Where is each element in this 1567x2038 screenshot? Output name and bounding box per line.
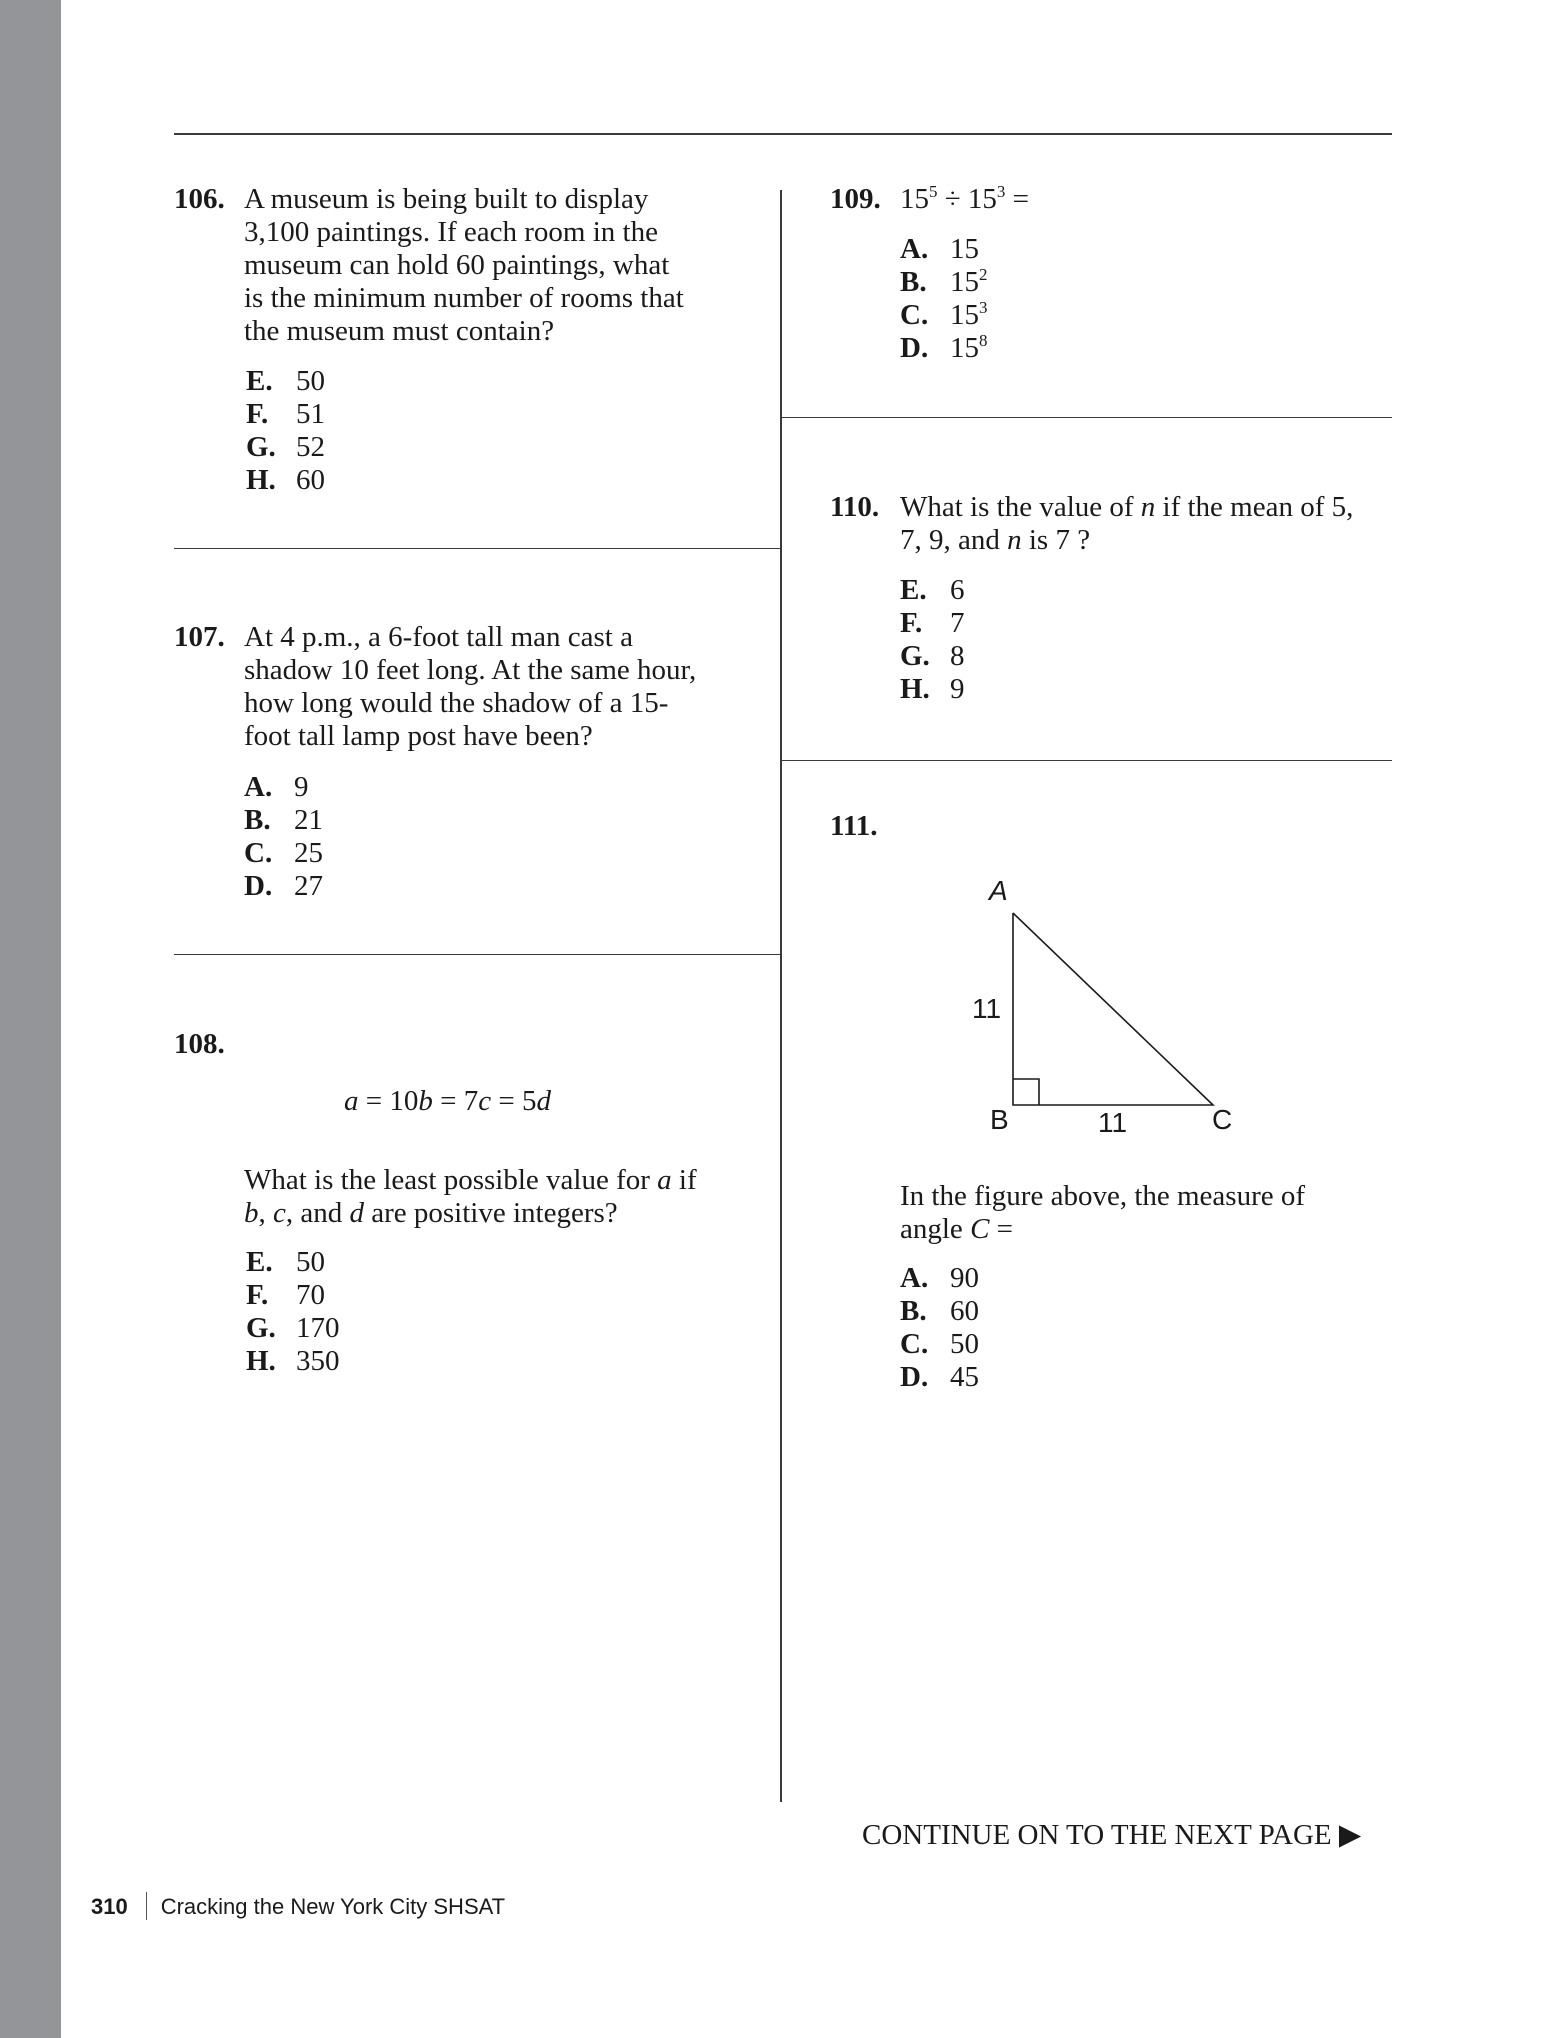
answer-choice-d[interactable] — [244, 870, 323, 903]
choice-letter: H. — [246, 1345, 276, 1377]
answer-choices — [244, 771, 323, 903]
question-106 — [174, 183, 774, 503]
question-number: 107. — [174, 621, 225, 653]
triangle-figure-labels — [950, 1100, 1270, 1150]
answer-choice-f[interactable] — [900, 607, 965, 640]
stem-text: 7, 9, and — [900, 524, 1008, 556]
separator-106-107 — [174, 548, 781, 549]
answer-choice-a[interactable] — [900, 233, 988, 266]
answer-choice-b[interactable] — [244, 804, 323, 837]
answer-choice-h[interactable] — [246, 1345, 340, 1378]
stem-line: shadow 10 feet long. At the same hour, — [244, 654, 697, 686]
answer-choice-e[interactable] — [246, 365, 325, 398]
variable-b: b — [418, 1085, 433, 1117]
stem-text: What is the least possible value for — [244, 1164, 658, 1196]
choice-letter: E. — [246, 365, 273, 397]
question-stem — [244, 183, 684, 348]
variable-d: d — [349, 1197, 364, 1229]
page-side-bar — [0, 0, 61, 2038]
answer-choice-e[interactable] — [246, 1246, 340, 1279]
expr-exponent: 3 — [996, 182, 1006, 201]
answer-choices — [900, 574, 965, 706]
equation — [344, 1085, 551, 1118]
stem-text: angle — [900, 1213, 971, 1245]
choice-letter: F. — [900, 607, 923, 639]
stem-line: the museum must contain? — [244, 315, 555, 347]
question-111 — [830, 810, 1390, 1410]
choice-exponent: 2 — [979, 265, 988, 284]
stem-text: What is the value of — [900, 491, 1141, 523]
choice-text: 9 — [294, 771, 309, 803]
stem-line: 3,100 paintings. If each room in the — [244, 216, 658, 248]
column-divider — [780, 190, 782, 1802]
page-number: 310 — [91, 1894, 128, 1919]
choice-letter: B. — [244, 804, 271, 836]
answer-choices — [900, 233, 988, 365]
answer-choice-f[interactable] — [246, 1279, 340, 1312]
stem-line: In the figure above, the measure of — [900, 1180, 1306, 1212]
choice-letter: C. — [244, 837, 273, 869]
choice-letter: H. — [246, 464, 276, 496]
question-stem — [244, 621, 696, 753]
question-110 — [830, 491, 1390, 721]
choice-letter: E. — [246, 1246, 273, 1278]
choice-letter: C. — [900, 1328, 929, 1360]
stem-line: At 4 p.m., a 6-foot tall man cast a — [244, 621, 633, 653]
stem-text: , and — [285, 1197, 350, 1229]
choice-letter: F. — [246, 1279, 269, 1311]
question-number: 111. — [830, 810, 878, 842]
vertex-label-b-text: B — [990, 1104, 1009, 1135]
triangle-figure — [950, 870, 1270, 1110]
answer-choice-d[interactable] — [900, 332, 988, 365]
variable-n: n — [1140, 491, 1156, 523]
choice-base: 15 — [950, 233, 979, 265]
question-stem — [900, 183, 1029, 216]
separator-110-111 — [782, 760, 1392, 761]
answer-choice-g[interactable] — [246, 1312, 340, 1345]
question-108 — [174, 1028, 774, 1388]
choice-base: 15 — [950, 299, 979, 331]
answer-choice-g[interactable] — [900, 640, 965, 673]
question-stem — [244, 1164, 697, 1230]
equation-part: = 7 — [432, 1085, 479, 1117]
stem-line — [900, 524, 1353, 557]
page-footer — [91, 1892, 505, 1920]
triangle-outline — [1013, 913, 1213, 1105]
answer-choice-f[interactable] — [246, 398, 325, 431]
variable-n: n — [1007, 524, 1022, 556]
side-label-ab: 11 — [972, 993, 1002, 1024]
answer-choices — [246, 1246, 340, 1378]
choice-text: 7 — [950, 607, 965, 639]
question-109 — [830, 183, 1390, 373]
choice-letter: H. — [900, 673, 930, 705]
question-stem — [900, 1180, 1305, 1246]
choice-text: 21 — [294, 804, 323, 836]
choice-text: 6 — [950, 574, 965, 606]
choice-letter: G. — [900, 640, 930, 672]
stem-line: museum can hold 60 paintings, what — [244, 249, 670, 281]
choice-exponent: 8 — [979, 331, 988, 350]
choice-text: 350 — [296, 1345, 340, 1377]
book-title: Cracking the New York City SHSAT — [160, 1894, 506, 1919]
choice-letter: E. — [900, 574, 927, 606]
stem-line — [900, 1213, 1305, 1246]
question-stem — [900, 491, 1353, 557]
variable-c: c — [273, 1197, 286, 1229]
continue-notice: CONTINUE ON TO THE NEXT PAGE ▶ — [862, 1819, 1362, 1851]
choice-text: 9 — [950, 673, 965, 705]
choice-text: 27 — [294, 870, 323, 902]
stem-text: , — [258, 1197, 273, 1229]
choice-text: 50 — [296, 365, 325, 397]
choice-text: 70 — [296, 1279, 325, 1311]
choice-letter: A. — [900, 1262, 929, 1294]
choice-text: 90 — [950, 1262, 979, 1294]
answer-choice-b[interactable] — [900, 1295, 979, 1328]
choice-letter: F. — [246, 398, 269, 430]
answer-choice-h[interactable] — [246, 464, 325, 497]
choice-letter: A. — [900, 233, 929, 265]
stem-text: are positive integers? — [364, 1197, 618, 1229]
choice-letter: G. — [246, 431, 276, 463]
stem-text: = — [989, 1213, 1014, 1245]
choice-letter: B. — [900, 266, 927, 298]
choice-text: 60 — [296, 464, 325, 496]
expr-base: 15 — [967, 183, 997, 215]
answer-choices — [246, 365, 325, 497]
choice-letter: D. — [900, 332, 929, 364]
vertex-label-a: A — [989, 875, 1008, 906]
expr-operator: ÷ — [937, 183, 968, 215]
choice-base: 15 — [950, 266, 979, 298]
choice-letter: A. — [244, 771, 273, 803]
variable-d: d — [536, 1085, 551, 1117]
choice-letter: D. — [244, 870, 273, 902]
separator-107-108 — [174, 954, 781, 955]
choice-text: 170 — [296, 1312, 340, 1344]
stem-line: how long would the shadow of a 15- — [244, 687, 669, 719]
equation-part: = 5 — [491, 1085, 537, 1117]
separator-109-110 — [782, 417, 1392, 418]
variable-a: a — [657, 1164, 672, 1196]
stem-line — [244, 1197, 697, 1230]
choice-letter: B. — [900, 1295, 927, 1327]
stem-line: is the minimum number of rooms that — [244, 282, 684, 314]
expr-base: 15 — [900, 183, 929, 215]
question-number: 110. — [830, 491, 880, 523]
stem-text: is 7 ? — [1021, 524, 1091, 556]
choice-letter: C. — [900, 299, 929, 331]
stem-text: if — [671, 1164, 697, 1196]
stem-line — [900, 491, 1353, 524]
stem-text: if the mean of 5, — [1155, 491, 1354, 523]
footer-separator — [146, 1892, 147, 1920]
answer-choices — [900, 1262, 979, 1394]
variable-c: c — [478, 1085, 492, 1117]
choice-exponent: 3 — [979, 298, 988, 317]
expr-equals: = — [1005, 183, 1030, 215]
variable-c: C — [970, 1213, 990, 1245]
answer-choice-a[interactable] — [900, 1262, 979, 1295]
answer-choice-g[interactable] — [246, 431, 325, 464]
answer-choice-a[interactable] — [244, 771, 323, 804]
vertex-label-c: C — [1212, 1104, 1233, 1135]
answer-choice-c[interactable] — [900, 1328, 979, 1361]
answer-choice-h[interactable] — [900, 673, 965, 706]
variable-b: b — [244, 1197, 259, 1229]
stem-line: A museum is being built to display — [244, 183, 649, 215]
question-107 — [174, 621, 774, 911]
answer-choice-b[interactable] — [900, 266, 988, 299]
choice-text: 51 — [296, 398, 325, 430]
choice-text: 50 — [950, 1328, 979, 1360]
question-number: 106. — [174, 183, 225, 215]
answer-choice-c[interactable] — [900, 299, 988, 332]
top-rule — [174, 133, 1392, 135]
question-number: 109. — [830, 183, 881, 215]
choice-text: 8 — [950, 640, 965, 672]
stem-line: foot tall lamp post have been? — [244, 720, 593, 752]
answer-choice-e[interactable] — [900, 574, 965, 607]
choice-text: 50 — [296, 1246, 325, 1278]
choice-text: 52 — [296, 431, 325, 463]
choice-text: 45 — [950, 1361, 979, 1393]
choice-text: 25 — [294, 837, 323, 869]
choice-text: 60 — [950, 1295, 979, 1327]
answer-choice-d[interactable] — [900, 1361, 979, 1394]
choice-letter: D. — [900, 1361, 929, 1393]
choice-letter: G. — [246, 1312, 276, 1344]
variable-a: a — [344, 1085, 359, 1117]
question-number: 108. — [174, 1028, 225, 1060]
side-label-bc: 11 — [1098, 1107, 1128, 1138]
expr-exponent: 5 — [929, 182, 938, 201]
choice-base: 15 — [950, 332, 979, 364]
equation-part: = 10 — [358, 1085, 419, 1117]
answer-choice-c[interactable] — [244, 837, 323, 870]
stem-line — [244, 1164, 697, 1197]
